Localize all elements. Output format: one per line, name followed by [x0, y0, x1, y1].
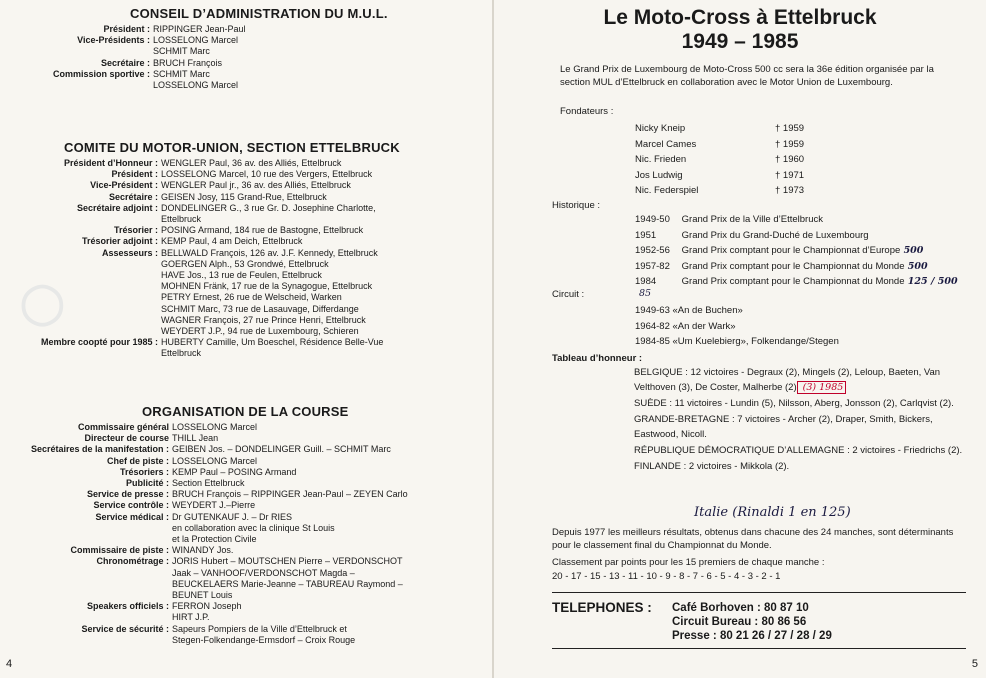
- info-label: Chronométrage :: [96, 556, 169, 567]
- info-value: GEISEN Josy, 115 Grand-Rue, Ettelbruck: [161, 191, 327, 202]
- info-value: LOSSELONG Marcel: [172, 455, 258, 466]
- honneur-entry: BELGIQUE : 12 victoires - Degraux (2), Mingels (2), Leloup, Baeten, Van Velthoven (3), De Coster, Malherbe (2) (3) 1985: [634, 367, 941, 393]
- info-label: Trésorier :: [113, 225, 158, 236]
- classement-label: Classement par points pour les 15 premiers de chaque manche :: [552, 557, 825, 568]
- info-label: Speakers officiels :: [86, 601, 169, 612]
- honneur-entry: RÉPUBLIQUE DÉMOCRATIQUE D’ALLEMAGNE : 2 victoires - Friedrichs (2).: [634, 445, 963, 456]
- info-label: Secrétaire adjoint :: [76, 202, 158, 213]
- info-value: WENGLER Paul, 36 av. des Alliés, Ettelbruck: [161, 158, 342, 168]
- telephone-entry: Café Borhoven : 80 87 10: [672, 602, 809, 614]
- fondateur-year: † 1960: [775, 154, 805, 165]
- historique-handwritten-note: 500: [904, 260, 928, 272]
- conseil-title: CONSEIL D’ADMINISTRATION DU M.U.L.: [130, 6, 388, 21]
- info-row: [20, 69, 246, 91]
- historique-row: [635, 228, 975, 244]
- info-label: Trésorier adjoint :: [81, 236, 158, 247]
- info-value: POSING Armand, 184 rue de Bastogne, Ettelbruck: [161, 225, 364, 236]
- info-row: [4, 500, 408, 511]
- info-row: [8, 337, 383, 359]
- bleed-through-mark: ◯: [20, 281, 65, 325]
- info-row: [4, 601, 408, 623]
- right-page: [494, 0, 986, 678]
- historique-years: 1951: [635, 229, 657, 241]
- info-value: BRUCH François – RIPPINGER Jean-Paul – ZEYEN Carlo: [172, 489, 408, 500]
- info-value: LOSSELONG Marcel: [172, 422, 258, 432]
- historique-years: 1949-50: [635, 214, 670, 225]
- info-value: Section Ettelbruck: [172, 478, 245, 489]
- info-label: Commissaire général: [77, 422, 169, 432]
- info-label: Service de sécurité :: [81, 623, 169, 634]
- points-list: 20 - 17 - 15 - 13 - 11 - 10 - 9 - 8 - 7 - 6 - 5 - 4 - 3 - 2 - 1: [552, 571, 781, 582]
- circuit-row: 1964-82 «An der Wark»: [635, 320, 736, 332]
- historique-label: Historique :: [552, 200, 601, 211]
- page-title: [494, 6, 986, 54]
- info-value: WENGLER Paul jr., 36 av. des Alliés, Ettelbruck: [161, 180, 351, 191]
- page-title-line1: Le Moto-Cross à Ettelbruck: [603, 6, 877, 29]
- info-value: THILL Jean: [172, 433, 219, 444]
- info-value: LOSSELONG Marcel, 10 rue des Vergers, Ettelbruck: [161, 169, 373, 180]
- info-value: WINANDY Jos.: [172, 545, 234, 556]
- fondateur-year: † 1959: [775, 138, 805, 150]
- info-value: HUBERTY Camille, Um Boeschel, Résidence Belle-Vue Ettelbruck: [161, 337, 384, 359]
- honneur-label: Tableau d’honneur :: [552, 353, 643, 364]
- historique-row: [635, 259, 975, 275]
- fondateur-year: † 1971: [775, 169, 805, 181]
- conseil-list: [20, 24, 246, 91]
- info-row: [4, 467, 408, 478]
- honneur-entry: GRANDE-BRETAGNE : 7 victoires - Archer (2), Draper, Smith, Bickers, Eastwood, Nicoll.: [634, 414, 933, 440]
- info-label: Secrétaire :: [108, 191, 158, 202]
- info-value: FERRON Joseph HIRT J.P.: [172, 601, 242, 623]
- info-row: [20, 35, 246, 57]
- info-label: Trésoriers :: [119, 466, 169, 477]
- info-value: SCHMIT Marc LOSSELONG Marcel: [153, 68, 239, 91]
- info-row: [4, 478, 408, 489]
- page-number-left: 4: [6, 658, 13, 670]
- handwritten-italie-note: Italie (Rinaldi 1 en 125): [694, 505, 851, 520]
- info-label: Service de presse :: [86, 489, 169, 500]
- honneur-entry: FINLANDE : 2 victoires - Mikkola (2).: [634, 461, 790, 472]
- info-label: Secrétaires de la manifestation :: [30, 444, 169, 455]
- fondateur-row: [635, 168, 855, 184]
- info-row: [4, 556, 408, 601]
- left-page: [0, 0, 492, 678]
- page-number-right: 5: [971, 658, 978, 670]
- circuit-row: 1949-63 «An de Buchen»: [635, 305, 743, 316]
- info-value: BELLWALD François, 126 av. J.F. Kennedy, Ettelbruck GOERGEN Alph., 53 Grondwé, Ettelbruck HAVE Jos., 13 rue de Feulen, Ettelbruck MOHNEN Fränk, 17 rue de la Synagogue, Ettelbruck PETRY Ernest, 26 rue de Welscheid, Warken SCHMIT Marc, 73 rue de Lasauvage, Differdange WAGNER François, 27 rue Prince Henri, Ettelbruck WEYDERT J.P., 94 rue de Luxembourg, Schieren: [161, 247, 378, 337]
- fondateur-row: [635, 121, 855, 137]
- info-row: [4, 545, 408, 556]
- organisation-list: [4, 422, 408, 646]
- telephone-entry: Presse : 80 21 26 / 27 / 28 / 29: [672, 630, 832, 642]
- info-label: Membre coopté pour 1985 :: [40, 337, 158, 348]
- info-label: Service contrôle :: [93, 500, 169, 511]
- info-row: [4, 489, 408, 500]
- info-row: [8, 236, 383, 247]
- info-value: Sapeurs Pompiers de la Ville d’Ettelbruck et Stegen-Folkendange-Ermsdorf – Croix Rouge: [172, 623, 356, 645]
- info-row: [8, 180, 383, 191]
- fondateur-row: [635, 137, 855, 153]
- honneur-list: [634, 365, 964, 475]
- historique-years: 1952-56: [635, 245, 670, 256]
- historique-text: Grand Prix comptant pour le Championnat du Monde: [679, 276, 905, 287]
- info-row: [8, 203, 383, 225]
- info-label: Commissaire de piste :: [70, 545, 169, 556]
- circuit-label: Circuit :: [552, 289, 585, 300]
- info-row: [4, 456, 408, 467]
- info-row: [20, 58, 246, 69]
- info-value: GEIBEN Jos. – DONDELINGER Guill. – SCHMIT Marc: [172, 444, 391, 455]
- info-row: [8, 225, 383, 236]
- info-label: Service médical :: [95, 511, 169, 522]
- telephones-list: [672, 601, 832, 643]
- fondateur-name: Nicky Kneip: [635, 123, 686, 134]
- info-label: Secrétaire :: [100, 57, 150, 68]
- info-label: Directeur de course: [84, 433, 169, 444]
- info-label: Président :: [111, 169, 158, 180]
- historique-text: Grand Prix de la Ville d’Ettelbruck: [679, 214, 823, 225]
- separator-bottom: [552, 648, 966, 649]
- info-label: Commission sportive :: [52, 68, 150, 79]
- info-row: [8, 169, 383, 180]
- circuit-list: [635, 303, 839, 350]
- info-row: [8, 192, 383, 203]
- fondateur-year: † 1959: [775, 123, 805, 134]
- separator-top: [552, 592, 966, 593]
- fondateur-name: Jos Ludwig: [635, 169, 683, 181]
- historique-handwritten-note: 500: [900, 245, 924, 256]
- fondateur-year: † 1973: [775, 185, 805, 196]
- historique-years: 1984: [635, 276, 657, 287]
- comite-list: [8, 158, 383, 360]
- historique-row: [635, 274, 975, 290]
- info-row: [8, 248, 383, 338]
- info-value: BRUCH François: [153, 57, 223, 68]
- fondateur-name: Marcel Cames: [635, 138, 697, 150]
- fondateur-name: Nic. Federspiel: [635, 185, 699, 196]
- honneur-entry: SUÈDE : 11 victoires - Lundin (5), Nilsson, Aberg, Jonsson (2), Carlqvist (2).: [634, 398, 954, 409]
- info-value: LOSSELONG Marcel SCHMIT Marc: [153, 35, 239, 57]
- info-row: [4, 433, 408, 444]
- historique-list: [635, 212, 975, 290]
- info-row: [4, 512, 408, 546]
- fondateur-row: [635, 152, 855, 168]
- historique-row: [635, 243, 975, 259]
- page-title-line2: 1949 – 1985: [681, 30, 799, 53]
- fondateur-row: [635, 183, 855, 199]
- info-value: DONDELINGER G., 3 rue Gr. D. Josephine Charlotte, Ettelbruck: [161, 202, 376, 225]
- info-value: JORIS Hubert – MOUTSCHEN Pierre – VERDONSCHOT Jaak – VANHOOF/VERDONSCHOT Magda – BEUCKELAERS Marie-Jeanne – TABUREAU Raymond – BEUNET Louis: [172, 556, 403, 601]
- info-label: Président d’Honneur :: [63, 158, 158, 168]
- historique-text: Grand Prix comptant pour le Championnat d’Europe: [679, 245, 901, 256]
- telephones-label: TELEPHONES :: [552, 600, 652, 615]
- info-value: KEMP Paul, 4 am Deich, Ettelbruck: [161, 236, 303, 247]
- info-label: Vice-Présidents :: [77, 35, 150, 46]
- fondateurs-list: [635, 121, 855, 199]
- info-label: Chef de piste :: [106, 455, 169, 466]
- info-row: [4, 422, 408, 433]
- fondateur-name: Nic. Frieden: [635, 154, 687, 165]
- organisation-title: ORGANISATION DE LA COURSE: [142, 404, 349, 419]
- historique-handwritten-note: 125 / 500: [904, 276, 958, 287]
- fondateurs-label: Fondateurs :: [560, 106, 614, 117]
- info-row: [4, 624, 408, 646]
- historique-text: Grand Prix comptant pour le Championnat du Monde: [679, 260, 905, 272]
- historique-years: 1957-82: [635, 260, 670, 272]
- depuis-paragraph: Depuis 1977 les meilleurs résultats, obtenus dans chacune des 24 manches, sont déterminants pour le classement final du Championnat du Monde.: [552, 527, 954, 551]
- info-row: [4, 444, 408, 455]
- historique-row: [635, 212, 975, 228]
- info-label: Vice-Président :: [90, 180, 158, 191]
- circuit-row: 1984-85 «Um Kuelebierg», Folkendange/Stegen: [635, 336, 839, 347]
- historique-text: Grand Prix du Grand-Duché de Luxembourg: [679, 229, 869, 241]
- intro-paragraph: Le Grand Prix de Luxembourg de Moto-Cross 500 cc sera la 36e édition organisée par la section MUL d’Ettelbruck en collaboration avec le Motor Union de Luxembourg.: [560, 64, 934, 88]
- info-label: Publicité :: [125, 478, 169, 489]
- honneur-annotation: (3) 1985: [797, 381, 847, 394]
- info-row: [20, 24, 246, 35]
- comite-title: COMITE DU MOTOR-UNION, SECTION ETTELBRUCK: [64, 140, 400, 155]
- historique-extra-note: 85: [639, 288, 652, 299]
- info-label: Assesseurs :: [101, 247, 158, 258]
- info-row: [8, 158, 383, 169]
- telephone-entry: Circuit Bureau : 80 86 56: [672, 616, 807, 628]
- info-value: WEYDERT J.–Pierre: [172, 500, 256, 511]
- info-value: Dr GUTENKAUF J. – Dr RIES en collaboration avec la clinique St Louis et la Protection Civile: [172, 511, 335, 545]
- info-label: Président :: [103, 24, 150, 34]
- info-value: KEMP Paul – POSING Armand: [172, 466, 297, 477]
- info-value: RIPPINGER Jean-Paul: [153, 24, 246, 34]
